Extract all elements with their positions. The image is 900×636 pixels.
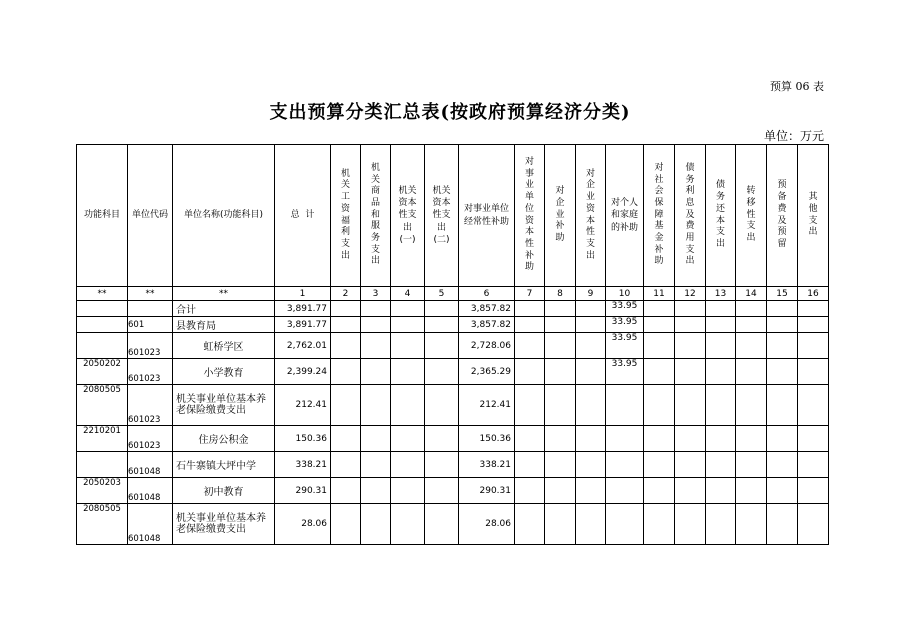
colnum-cell: 10 [606, 287, 644, 301]
amount-cell: 290.31 [459, 478, 515, 504]
amount-cell [331, 301, 361, 317]
func-code-cell: 2080505 [77, 385, 128, 426]
amount-cell [767, 359, 798, 385]
amount-cell [644, 333, 675, 359]
amount-cell [736, 301, 767, 317]
amount-cell [706, 452, 736, 478]
amount-cell [361, 301, 391, 317]
total-cell: 290.31 [275, 478, 331, 504]
unit-name-cell: 合计 [173, 301, 275, 317]
amount-cell [606, 452, 644, 478]
header-col-9: 对企业资本性支出 [576, 145, 606, 287]
table-row [77, 359, 829, 385]
amount-cell [515, 426, 545, 452]
unit-code-cell: 601023 [128, 426, 173, 452]
amount-cell [706, 301, 736, 317]
amount-cell [391, 301, 425, 317]
header-col-10: 对个人和家庭的补助 [606, 145, 644, 287]
amount-cell [644, 426, 675, 452]
amount-cell [391, 426, 425, 452]
amount-cell [736, 504, 767, 545]
unit-name-cell: 初中教育 [173, 478, 275, 504]
amount-cell [767, 504, 798, 545]
amount-cell [331, 333, 361, 359]
func-code-cell: 2050202 [77, 359, 128, 385]
budget-table [76, 144, 829, 545]
func-code-cell [77, 333, 128, 359]
func-code-cell: 2080505 [77, 504, 128, 545]
func-code-cell [77, 301, 128, 317]
colnum-cell: 13 [706, 287, 736, 301]
amount-cell [576, 301, 606, 317]
table-row [77, 504, 829, 545]
column-number-row [77, 287, 829, 301]
colnum-cell: 4 [391, 287, 425, 301]
amount-cell [675, 478, 706, 504]
amount-cell [706, 359, 736, 385]
table-row [77, 478, 829, 504]
amount-cell [706, 504, 736, 545]
func-code-cell [77, 452, 128, 478]
func-code-cell: 2210201 [77, 426, 128, 452]
amount-cell [515, 333, 545, 359]
amount-cell [798, 301, 829, 317]
header-col-5: 机关资本性支出(二) [425, 145, 459, 287]
amount-cell [706, 478, 736, 504]
table-row [77, 301, 829, 317]
amount-cell [576, 452, 606, 478]
amount-cell [515, 301, 545, 317]
unit-code-cell: 601048 [128, 478, 173, 504]
amount-cell [644, 478, 675, 504]
amount-cell [331, 426, 361, 452]
colnum-cell: 7 [515, 287, 545, 301]
colnum-cell: 12 [675, 287, 706, 301]
amount-cell [391, 504, 425, 545]
amount-cell [361, 359, 391, 385]
amount-cell [361, 452, 391, 478]
amount-cell [361, 478, 391, 504]
amount-cell [767, 426, 798, 452]
amount-cell [391, 478, 425, 504]
total-cell: 28.06 [275, 504, 331, 545]
amount-cell [767, 385, 798, 426]
amount-cell [798, 452, 829, 478]
amount-cell: 150.36 [459, 426, 515, 452]
amount-cell: 212.41 [459, 385, 515, 426]
amount-cell [736, 478, 767, 504]
amount-cell [545, 426, 576, 452]
amount-cell [425, 385, 459, 426]
header-total: 总 计 [275, 145, 331, 287]
amount-cell [798, 333, 829, 359]
amount-cell [675, 333, 706, 359]
amount-cell [644, 359, 675, 385]
unit-name-cell: 县教育局 [173, 317, 275, 333]
unit-code-cell: 601023 [128, 359, 173, 385]
colnum-cell: 8 [545, 287, 576, 301]
colnum-cell: 3 [361, 287, 391, 301]
table-row [77, 333, 829, 359]
amount-cell [706, 317, 736, 333]
colnum-cell: 15 [767, 287, 798, 301]
amount-cell [425, 301, 459, 317]
amount-cell: 28.06 [459, 504, 515, 545]
unit-name-cell: 机关事业单位基本养老保险缴费支出 [173, 504, 275, 545]
amount-cell [798, 478, 829, 504]
amount-cell [767, 301, 798, 317]
amount-cell [767, 452, 798, 478]
amount-cell [425, 426, 459, 452]
unit-name-cell: 机关事业单位基本养老保险缴费支出 [173, 385, 275, 426]
unit-label: 单位：万元 [763, 129, 824, 143]
amount-cell [515, 359, 545, 385]
total-cell: 3,891.77 [275, 301, 331, 317]
amount-cell [798, 504, 829, 545]
amount-cell [545, 452, 576, 478]
amount-cell [606, 385, 644, 426]
amount-cell [675, 452, 706, 478]
header-col-16: 其他支出 [798, 145, 829, 287]
table-row [77, 317, 829, 333]
header-col-14: 转移性支出 [736, 145, 767, 287]
amount-cell [706, 426, 736, 452]
amount-cell [675, 426, 706, 452]
amount-cell [576, 385, 606, 426]
amount-cell [361, 426, 391, 452]
amount-cell [515, 504, 545, 545]
amount-cell [576, 317, 606, 333]
amount-cell [644, 301, 675, 317]
unit-code-cell [128, 301, 173, 317]
total-cell: 3,891.77 [275, 317, 331, 333]
amount-cell [331, 385, 361, 426]
amount-cell [767, 333, 798, 359]
colnum-cell: 5 [425, 287, 459, 301]
amount-cell [675, 504, 706, 545]
colnum-cell: 2 [331, 287, 361, 301]
amount-cell [331, 478, 361, 504]
amount-cell [606, 426, 644, 452]
amount-cell [644, 452, 675, 478]
colnum-cell: 6 [459, 287, 515, 301]
unit-name-cell: 住房公积金 [173, 426, 275, 452]
colnum-cell: ** [77, 287, 128, 301]
amount-cell [736, 333, 767, 359]
unit-code-cell: 601 [128, 317, 173, 333]
amount-cell: 338.21 [459, 452, 515, 478]
amount-cell [736, 359, 767, 385]
amount-cell [545, 301, 576, 317]
colnum-cell: 9 [576, 287, 606, 301]
amount-cell [331, 317, 361, 333]
unit-code-cell: 601048 [128, 452, 173, 478]
amount-cell [331, 504, 361, 545]
amount-cell [736, 385, 767, 426]
header-col-11: 对社会保障基金补助 [644, 145, 675, 287]
amount-cell [425, 504, 459, 545]
colnum-cell: 1 [275, 287, 331, 301]
amount-cell [545, 317, 576, 333]
table-code-label: 预算 06 表 [770, 80, 824, 93]
func-code-cell [77, 317, 128, 333]
amount-cell [425, 359, 459, 385]
total-cell: 338.21 [275, 452, 331, 478]
amount-cell [545, 504, 576, 545]
header-col-12: 债务利息及费用支出 [675, 145, 706, 287]
amount-cell [606, 478, 644, 504]
amount-cell [675, 359, 706, 385]
unit-name-cell: 小学教育 [173, 359, 275, 385]
amount-cell [706, 333, 736, 359]
amount-cell: 33.95 [606, 359, 644, 385]
amount-cell [361, 504, 391, 545]
header-unit-name: 单位名称(功能科目) [173, 145, 275, 287]
amount-cell [644, 385, 675, 426]
amount-cell [576, 504, 606, 545]
header-col-4: 机关资本性支出(一) [391, 145, 425, 287]
unit-name-cell: 石牛寨镇大坪中学 [173, 452, 275, 478]
header-col-2: 机关工资福利支出 [331, 145, 361, 287]
amount-cell [798, 317, 829, 333]
amount-cell: 3,857.82 [459, 317, 515, 333]
amount-cell [576, 333, 606, 359]
amount-cell: 33.95 [606, 333, 644, 359]
amount-cell [425, 452, 459, 478]
amount-cell [706, 385, 736, 426]
unit-code-cell: 601023 [128, 333, 173, 359]
amount-cell [644, 317, 675, 333]
amount-cell [515, 452, 545, 478]
table-row [77, 426, 829, 452]
colnum-cell: 16 [798, 287, 829, 301]
amount-cell [425, 333, 459, 359]
colnum-cell: ** [128, 287, 173, 301]
amount-cell [675, 385, 706, 426]
amount-cell: 33.95 [606, 301, 644, 317]
amount-cell [545, 359, 576, 385]
colnum-cell: 11 [644, 287, 675, 301]
amount-cell [675, 301, 706, 317]
table-row [77, 385, 829, 426]
unit-name-cell: 虹桥学区 [173, 333, 275, 359]
amount-cell: 2,728.06 [459, 333, 515, 359]
total-cell: 2,762.01 [275, 333, 331, 359]
header-col-13: 债务还本支出 [706, 145, 736, 287]
header-unit-code: 单位代码 [128, 145, 173, 287]
amount-cell [736, 426, 767, 452]
table-row [77, 452, 829, 478]
amount-cell [675, 317, 706, 333]
header-row [77, 145, 829, 287]
amount-cell [576, 478, 606, 504]
amount-cell [736, 317, 767, 333]
amount-cell [545, 385, 576, 426]
amount-cell [391, 385, 425, 426]
amount-cell [361, 317, 391, 333]
colnum-cell: 14 [736, 287, 767, 301]
unit-code-cell: 601023 [128, 385, 173, 426]
total-cell: 212.41 [275, 385, 331, 426]
amount-cell [606, 504, 644, 545]
amount-cell [798, 426, 829, 452]
amount-cell: 2,365.29 [459, 359, 515, 385]
amount-cell [391, 333, 425, 359]
amount-cell [644, 504, 675, 545]
amount-cell [331, 452, 361, 478]
amount-cell [576, 359, 606, 385]
amount-cell [361, 333, 391, 359]
amount-cell [391, 317, 425, 333]
amount-cell [331, 359, 361, 385]
amount-cell [515, 317, 545, 333]
amount-cell [391, 359, 425, 385]
amount-cell: 3,857.82 [459, 301, 515, 317]
amount-cell [798, 359, 829, 385]
total-cell: 150.36 [275, 426, 331, 452]
header-col-7: 对事业单位资本性补助 [515, 145, 545, 287]
colnum-cell: ** [173, 287, 275, 301]
func-code-cell: 2050203 [77, 478, 128, 504]
amount-cell [545, 478, 576, 504]
amount-cell [798, 385, 829, 426]
amount-cell [361, 385, 391, 426]
amount-cell [425, 478, 459, 504]
header-col-15: 预备费及预留 [767, 145, 798, 287]
header-col-6: 对事业单位经常性补助 [459, 145, 515, 287]
amount-cell [736, 452, 767, 478]
amount-cell [515, 478, 545, 504]
amount-cell [767, 317, 798, 333]
amount-cell [425, 317, 459, 333]
amount-cell: 33.95 [606, 317, 644, 333]
header-col-8: 对企业补助 [545, 145, 576, 287]
amount-cell [515, 385, 545, 426]
unit-code-cell: 601048 [128, 504, 173, 545]
header-func-code: 功能科目 [77, 145, 128, 287]
page-title: 支出预算分类汇总表(按政府预算经济分类) [269, 102, 631, 123]
header-col-3: 机关商品和服务支出 [361, 145, 391, 287]
amount-cell [576, 426, 606, 452]
amount-cell [545, 333, 576, 359]
total-cell: 2,399.24 [275, 359, 331, 385]
amount-cell [767, 478, 798, 504]
amount-cell [391, 452, 425, 478]
